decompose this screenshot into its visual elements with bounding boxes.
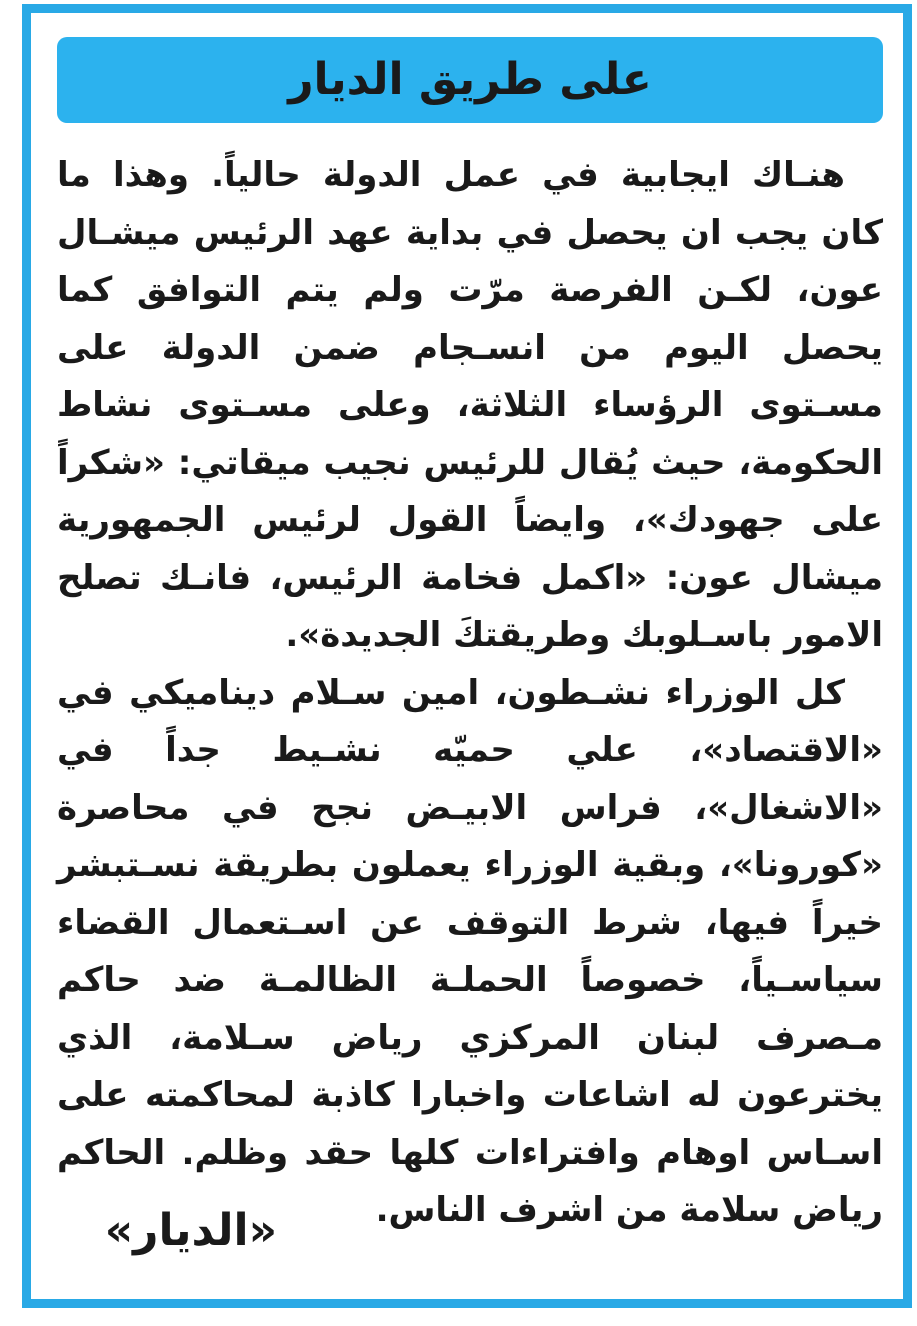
article-body (57, 147, 883, 1240)
title-banner (57, 37, 883, 123)
article-paragraph-2: كل الوزراء نشـطون، امين سـلام ديناميكي في «الاقتصاد»، علي حميّه نشـيط جداً في «الاشغال»، فراس الابيـض نجح في محاصرة «كورونا»، وبقية الوزراء يعملون بطريقة نسـتبشر خيراً فيها، شرط التوقف عن اسـتعمال القضاء سياسـياً، خصوصاً الحملـة الظالمـة ضد حاكم مـصرف لبنان المركزي رياض سـلامة، الذي يخترعون له اشاعات واخبارا كاذبة لمحاكمته على اسـاس اوهام وافتراءات كلها حقد وظلم. الحاكم رياض سلامة من اشرف الناس. (57, 672, 883, 1230)
article-title: على طريق الديار (288, 54, 652, 105)
article-frame (22, 4, 912, 1308)
article-signature: «الديار» (104, 1205, 277, 1256)
article-paragraph-1: هنـاك ايجابية في عمل الدولة حالياً. وهذا ما كان يجب ان يحصل في بداية عهد الرئيس ميشـال عون، لكـن الفرصة مرّت ولم يتم التوافق كما يحصل اليوم من انسـجام ضمن الدولة على مسـتوى الرؤساء الثلاثة، وعلى مسـتوى نشاط الحكومة، حيث يُقال للرئيس نجيب ميقاتي: «شكراً على جهودك»، وايضاً القول لرئيس الجمهورية ميشال عون: «اكمل فخامة الرئيس، فانـك تصلح الامور باسـلوبك وطريقتكَ الجديدة». (57, 155, 883, 655)
